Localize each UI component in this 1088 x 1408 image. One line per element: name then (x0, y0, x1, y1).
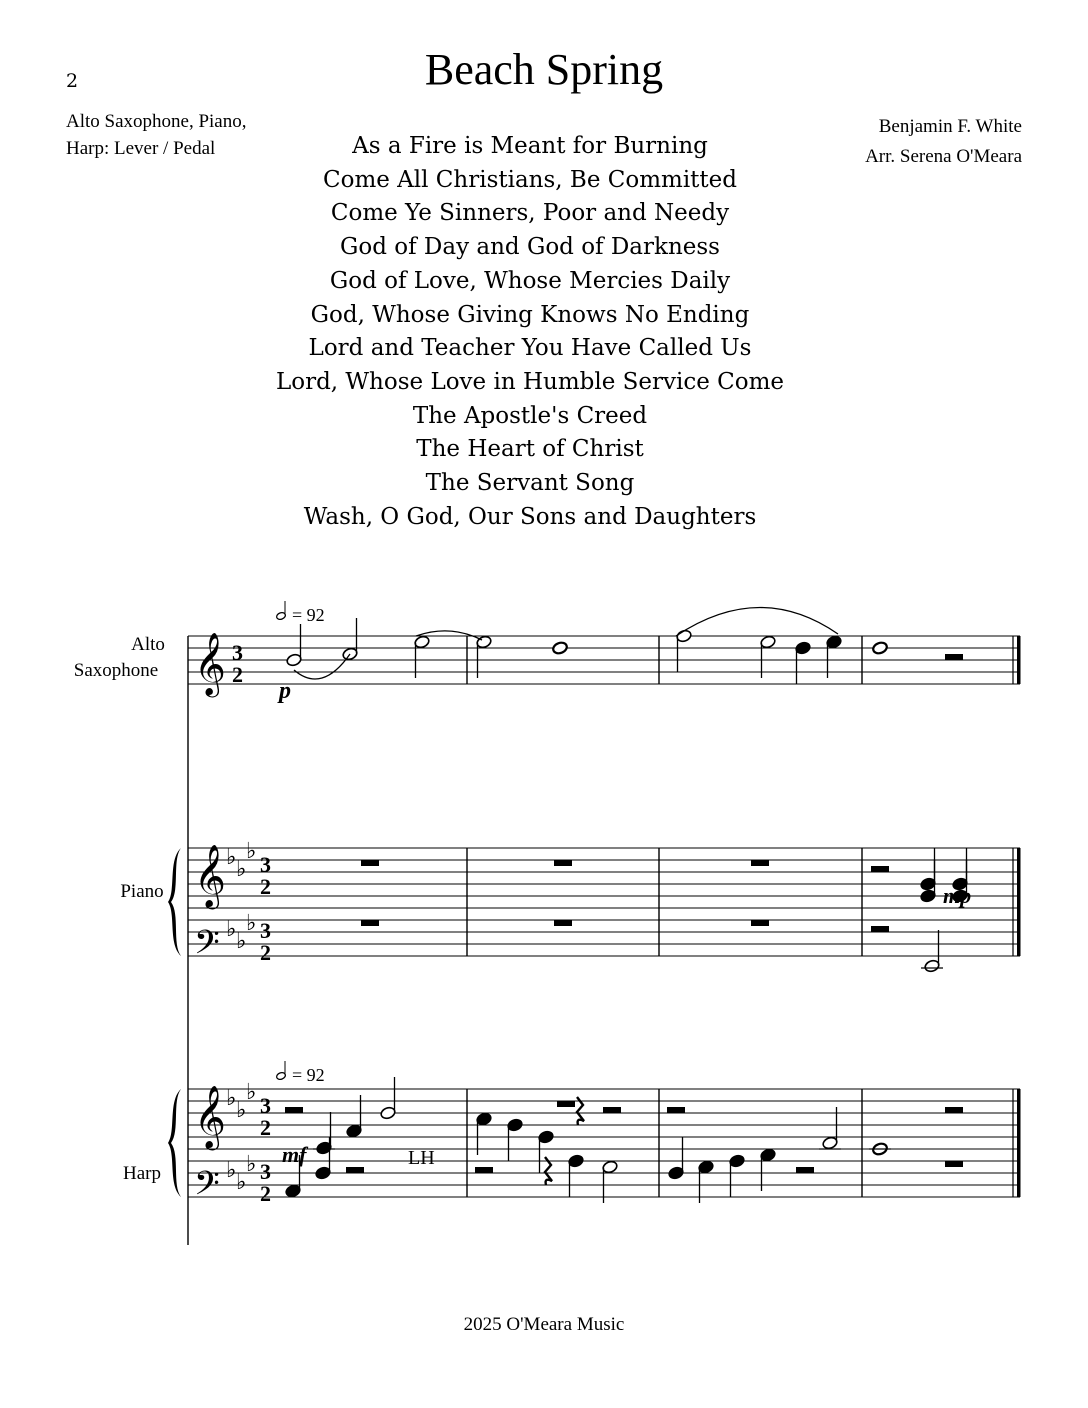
whole-rest (554, 920, 572, 926)
svg-text:♭: ♭ (246, 910, 257, 935)
arranger: Arr. Serena O'Meara (865, 146, 1022, 167)
quarter-note (920, 889, 937, 903)
half-rest (796, 1167, 814, 1173)
half-rest (475, 1167, 493, 1173)
quarter-note (826, 635, 843, 649)
svg-text:♭: ♭ (226, 844, 237, 869)
quarter-note (698, 1160, 715, 1174)
quarter-note (285, 1184, 302, 1198)
svg-text:3: 3 (260, 1159, 271, 1184)
half-rest (871, 866, 889, 872)
quarter-note (315, 1166, 332, 1180)
whole-rest (557, 1101, 575, 1107)
alto-sax-label-1: Alto (131, 634, 165, 655)
hymn-title: Wash, O God, Our Sons and Daughters (303, 503, 757, 530)
whole-note (872, 641, 889, 655)
hymn-title: Come Ye Sinners, Poor and Needy (330, 200, 730, 227)
half-note (602, 1160, 619, 1174)
hymn-title: The Apostle's Creed (412, 402, 648, 429)
half-note (286, 653, 303, 667)
svg-text:3: 3 (260, 918, 271, 943)
treble-clef-icon: 𝄞 (194, 1085, 226, 1148)
svg-text:♭: ♭ (236, 1097, 247, 1122)
notes (285, 618, 972, 1203)
svg-text:2: 2 (232, 662, 243, 687)
half-note (822, 1136, 839, 1150)
quarter-note (346, 1124, 363, 1138)
svg-text:= 92: = 92 (292, 605, 325, 625)
svg-text:2: 2 (260, 1115, 271, 1140)
instrumentation-line-1: Alto Saxophone, Piano, (66, 111, 247, 132)
svg-text:♭: ♭ (226, 1157, 237, 1182)
piano-label: Piano (120, 881, 164, 902)
whole-rest (361, 860, 379, 866)
half-rest (945, 1107, 963, 1113)
svg-text:♭: ♭ (236, 856, 247, 881)
hymn-title: God of Day and God of Darkness (340, 234, 720, 261)
hymn-title: God, Whose Giving Knows No Ending (310, 301, 750, 328)
quarter-note (760, 1148, 777, 1162)
quarter-note (668, 1166, 685, 1180)
svg-text:2: 2 (260, 1181, 271, 1206)
whole-rest (945, 1161, 963, 1167)
svg-text:♭: ♭ (236, 928, 247, 953)
half-note (476, 635, 493, 649)
alto-sax-label-2: Saxophone (73, 660, 159, 681)
hymn-title: The Heart of Christ (416, 436, 644, 463)
half-note (414, 635, 431, 649)
half-note (380, 1106, 397, 1120)
dynamic-p: p (279, 678, 291, 704)
quarter-note (729, 1154, 746, 1168)
page-title: Beach Spring (424, 45, 664, 94)
half-rest (945, 654, 963, 660)
bass-clef-icon: 𝄢 (194, 924, 220, 970)
hymn-title: As a Fire is Meant for Burning (352, 133, 708, 159)
key-signatures (226, 838, 256, 1194)
quarter-note (476, 1112, 493, 1126)
bass-clef-icon: 𝄢 (194, 1165, 220, 1211)
half-rest (667, 1107, 685, 1113)
treble-clef-icon: 𝄞 (194, 632, 226, 695)
half-note (924, 959, 941, 973)
hymn-title: Lord and Teacher You Have Called Us (308, 335, 752, 362)
half-rest (285, 1107, 303, 1113)
dynamic-mf: mf (282, 1142, 307, 1167)
half-rest (346, 1167, 364, 1173)
quarter-note (507, 1118, 524, 1132)
harp-label: Harp (123, 1163, 161, 1184)
whole-rest (554, 860, 572, 866)
svg-text:2: 2 (260, 874, 271, 899)
svg-text:♭: ♭ (226, 1085, 237, 1110)
composer: Benjamin F. White (878, 116, 1022, 137)
svg-text:♭: ♭ (246, 1079, 257, 1104)
quarter-note (538, 1130, 555, 1144)
footer-copyright: 2025 O'Meara Music (463, 1314, 625, 1335)
hymn-title: God of Love, Whose Mercies Daily (329, 267, 731, 294)
dynamic-mp: mp (943, 883, 972, 908)
svg-text:3: 3 (232, 640, 243, 665)
svg-text:3: 3 (260, 852, 271, 877)
clefs (194, 632, 226, 1211)
quarter-note (568, 1154, 585, 1168)
tempo-marking (276, 1061, 325, 1085)
harp-brace (168, 1089, 181, 1197)
half-note (760, 635, 777, 649)
whole-rest (361, 920, 379, 926)
annotation-lh: LH (408, 1147, 435, 1169)
svg-text:♭: ♭ (236, 1169, 247, 1194)
treble-clef-icon: 𝄞 (194, 844, 226, 907)
svg-text:♭: ♭ (226, 916, 237, 941)
half-rest (871, 926, 889, 932)
whole-note (552, 641, 569, 655)
instrumentation-line-2: Harp: Lever / Pedal (66, 138, 216, 159)
svg-text:♭: ♭ (246, 1151, 257, 1176)
hymn-title: Lord, Whose Love in Humble Service Come (275, 368, 785, 395)
hymn-title: The Servant Song (425, 470, 635, 497)
whole-rest (751, 920, 769, 926)
quarter-note (795, 641, 812, 655)
page-number: 2 (66, 70, 79, 92)
hymn-title: Come All Christians, Be Committed (323, 166, 737, 193)
quarter-note (920, 877, 937, 891)
svg-text:2: 2 (260, 940, 271, 965)
svg-text:♭: ♭ (246, 838, 257, 863)
svg-text:= 92: = 92 (292, 1065, 325, 1085)
tempo-marking (276, 601, 325, 625)
svg-text:3: 3 (260, 1093, 271, 1118)
piano-brace (168, 848, 181, 956)
whole-rest (751, 860, 769, 866)
half-rest (603, 1107, 621, 1113)
